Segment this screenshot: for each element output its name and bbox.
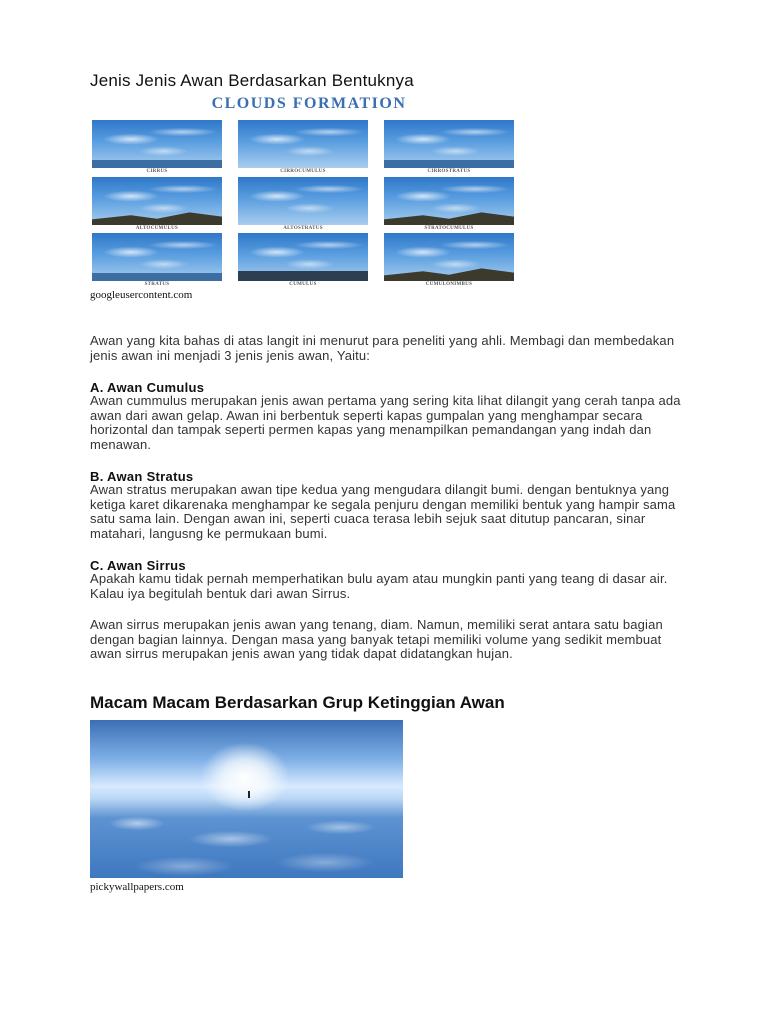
section-body-stratus: Awan stratus merupakan awan tipe kedua yang mengudara dilangit bumi. dengan bentuknya yang ketiga karet dikarenaka menghampar ke segala penjuru dengan memiliki bentuk yang hampir sama satu sama lain. Dengan awan ini, seperti cuaca terasa lebih sejuk saat ditutup pancaran, sinar matahari, langusng ke permukaan bumi.	[90, 482, 676, 541]
tile-label: STRATOCUMULUS	[424, 226, 474, 231]
tile-label: ALTOSTRATUS	[283, 226, 323, 231]
section-title-cumulus: A. Awan Cumulus	[90, 380, 205, 395]
collage-title: CLOUDS FORMATION	[211, 95, 407, 112]
sirrus-extra-paragraph: Awan sirrus merupakan jenis awan yang tenang, diam. Namun, memiliki serat antara satu bagian dengan bagian lainnya. Dengan masa yang banyak tetapi memiliki volume yang sedikit membuat awan sirrus merupakan jenis awan yang tidak dapat didatangkan hujan.	[90, 617, 663, 661]
cumulonimbus-tile	[384, 233, 514, 281]
stratocumulus-tile	[384, 177, 514, 225]
cloud-layer	[90, 800, 403, 878]
cirrostratus-tile	[384, 120, 514, 168]
cumulus-tile	[238, 233, 368, 281]
cirrocumulus-tile	[238, 120, 368, 168]
tile-label: CUMULUS	[289, 282, 317, 287]
image-credit: googleusercontent.com	[90, 289, 193, 301]
altocumulus-tile	[92, 177, 222, 225]
section-body-cumulus: Awan cummulus merupakan jenis awan pertama yang sering kita lihat dilangit yang cerah tanpa ada awan dari awan gelap. Awan ini berbentuk seperti kapas gumpalan yang menghampar secara horizontal dan tampak seperti permen kapas yang menampilkan pemandangan yang indah dan menawan.	[90, 393, 681, 452]
tile-label: CIRROCUMULUS	[280, 169, 326, 174]
page-title: Jenis Jenis Awan Berdasarkan Bentuknya	[90, 71, 414, 90]
tile-label: STRATUS	[144, 282, 170, 287]
image-credit: pickywallpapers.com	[90, 881, 184, 893]
clouds-formation-image	[90, 95, 528, 293]
intro-paragraph: Awan yang kita bahas di atas langit ini menurut para peneliti yang ahli. Membagi dan membedakan jenis awan ini menjadi 3 jenis jenis awan, Yaitu:	[90, 333, 675, 363]
person-silhouette	[248, 791, 250, 798]
tile-label: CUMULONIMBUS	[425, 282, 473, 287]
section-title-sirrus: C. Awan Sirrus	[90, 558, 186, 573]
section-body-sirrus: Apakah kamu tidak pernah memperhatikan bulu ayam atau mungkin panti yang teang di dasar air. Kalau iya begitulah bentuk dari awan Sirrus.	[90, 571, 668, 601]
tile-label: CIRROSTRATUS	[427, 169, 471, 174]
section-heading-altitude: Macam Macam Berdasarkan Grup Ketinggian Awan	[90, 693, 505, 712]
tile-label: ALTOCUMULUS	[135, 226, 179, 231]
altostratus-tile	[238, 177, 368, 225]
sea-of-clouds-photo	[90, 720, 403, 878]
tile-label: CIRRUS	[146, 169, 168, 174]
stratus-tile	[92, 233, 222, 281]
section-title-stratus: B. Awan Stratus	[90, 469, 194, 484]
cirrus-tile	[92, 120, 222, 168]
